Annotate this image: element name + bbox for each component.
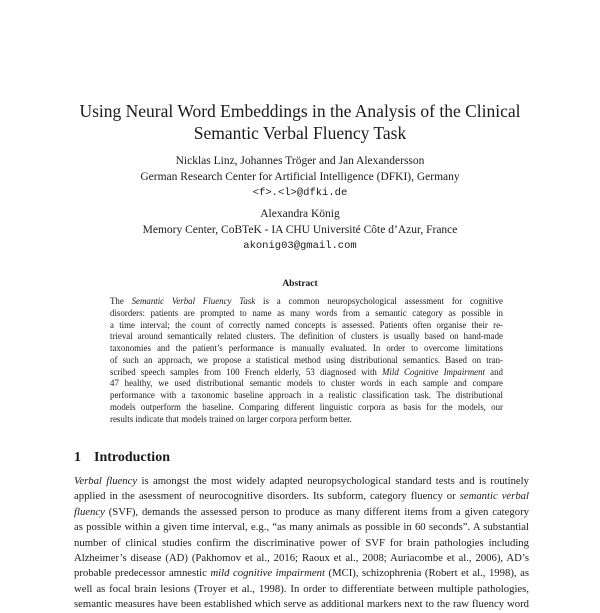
text-run: number of clinical studies confirm the discriminative power of SVF for brain pathologies including	[74, 536, 529, 549]
text-line	[74, 505, 529, 520]
text-run: (SVF), demands the assessed person to produce as many different items from a given category	[104, 505, 529, 518]
text-line	[110, 355, 503, 367]
author-email[interactable]: <f>.<l>@dfki.de	[252, 187, 348, 199]
author-names: Nicklas Linz, Johannes Tröger and Jan Alexandersson	[175, 155, 425, 167]
emphasized-term: semantic verbal	[459, 490, 529, 503]
text-run: probable predecessor amnestic	[74, 567, 211, 580]
emphasized-term: mild cognitive impairment	[210, 567, 325, 580]
text-line	[74, 551, 529, 566]
text-line	[74, 582, 529, 597]
text-line	[110, 402, 503, 414]
text-run: results indicate that models trained on larger corpora perform better.	[110, 413, 352, 424]
text-line	[110, 343, 503, 355]
text-run: The	[110, 296, 132, 306]
text-run: a time interval; the count of correctly named concepts is assessed. Patients often organise their re-	[110, 319, 503, 330]
author-affiliation: German Research Center for Artificial Intelligence (DFKI), Germany	[140, 171, 460, 183]
text-line	[74, 520, 529, 535]
text-run: Alzheimer’s disease (AD) (Pakhomov et al., 2016; Raoux et al., 2008; Auriacombe et al., 2006), AD’s	[74, 552, 529, 565]
text-run: applied in the asessment of neurocognitive disorders. Its subform, category fluency or	[74, 490, 460, 503]
text-run: 47 healthy, we used distributional semantic models to cluster words in each sample and compare	[110, 378, 503, 389]
text-line	[74, 474, 529, 489]
emphasized-term: Semantic Verbal Fluency Task	[131, 296, 256, 306]
text-run: (MCI), schizophrenia (Robert et al., 1998), as	[324, 567, 529, 580]
text-run: models outperform the baseline. Comparing different linguistic corpora as basis for the models, our	[110, 401, 503, 412]
text-line	[74, 489, 529, 504]
text-run: taxonomies and the patient’s performance is manually evaluated. In order to overcome limitations	[110, 343, 503, 353]
emphasized-term: Verbal fluency	[74, 475, 138, 487]
text-line	[110, 308, 503, 320]
text-line	[110, 414, 503, 426]
text-line	[110, 296, 503, 308]
text-run: scribed speech samples from 100 French elderly, 53 diagnosed with	[110, 366, 383, 377]
author-affiliation: Memory Center, CoBTeK - IA CHU Université Côte d’Azur, France	[142, 224, 458, 236]
text-run: trieval around semantically related clusters. The definition of clusters is usually based on hand-made	[110, 331, 503, 342]
author-block-dfki	[40, 153, 560, 201]
paper-title	[40, 100, 560, 144]
text-run: is amongst the most widely adapted neuropsychological standard tests and is routinely	[137, 475, 529, 487]
introduction-body	[74, 474, 529, 613]
author-block-cobtek	[40, 206, 560, 254]
title-line: Semantic Verbal Fluency Task	[193, 123, 407, 143]
text-run: is a common neuropsychological assessment for cognitive	[255, 296, 503, 306]
text-run: as possible within a given time interval, e.g., “as many animals as possible in 60 seconds”. A substantial	[74, 521, 529, 534]
abstract-heading: Abstract	[282, 279, 318, 289]
text-line	[74, 566, 529, 581]
section-number: 1	[74, 450, 81, 465]
text-run: and	[485, 366, 503, 377]
text-line	[110, 331, 503, 343]
text-line	[110, 367, 503, 379]
emphasized-term: Mild Cognitive Impairment	[382, 366, 486, 377]
text-run: semantic measures have been established which serve as additional markers next to the raw fluency word	[74, 598, 529, 611]
text-line	[110, 320, 503, 332]
text-run: well as focal brain lesions (Troyer et al., 1998). In order to differentiate between multiple pathologies,	[74, 582, 529, 595]
section-heading	[74, 450, 170, 466]
emphasized-term: fluency	[74, 505, 105, 518]
text-line	[110, 390, 503, 402]
text-run: performance with a taxonomic baseline approach in a realistic classification task. The distributional	[110, 390, 503, 400]
text-run: of such an approach, we propose a statistical method using distributional semantics. Based on tran-	[110, 354, 503, 365]
author-email[interactable]: akonig03@gmail.com	[243, 240, 357, 252]
section-title: Introduction	[94, 450, 170, 465]
text-line	[110, 378, 503, 390]
text-run: disorders: patients are prompted to name as many words from a semantic category as possible in	[110, 307, 503, 318]
abstract-body	[110, 296, 503, 425]
text-line	[74, 536, 529, 551]
author-names: Alexandra König	[260, 208, 340, 220]
title-line: Using Neural Word Embeddings in the Analysis of the Clinical	[79, 101, 521, 121]
